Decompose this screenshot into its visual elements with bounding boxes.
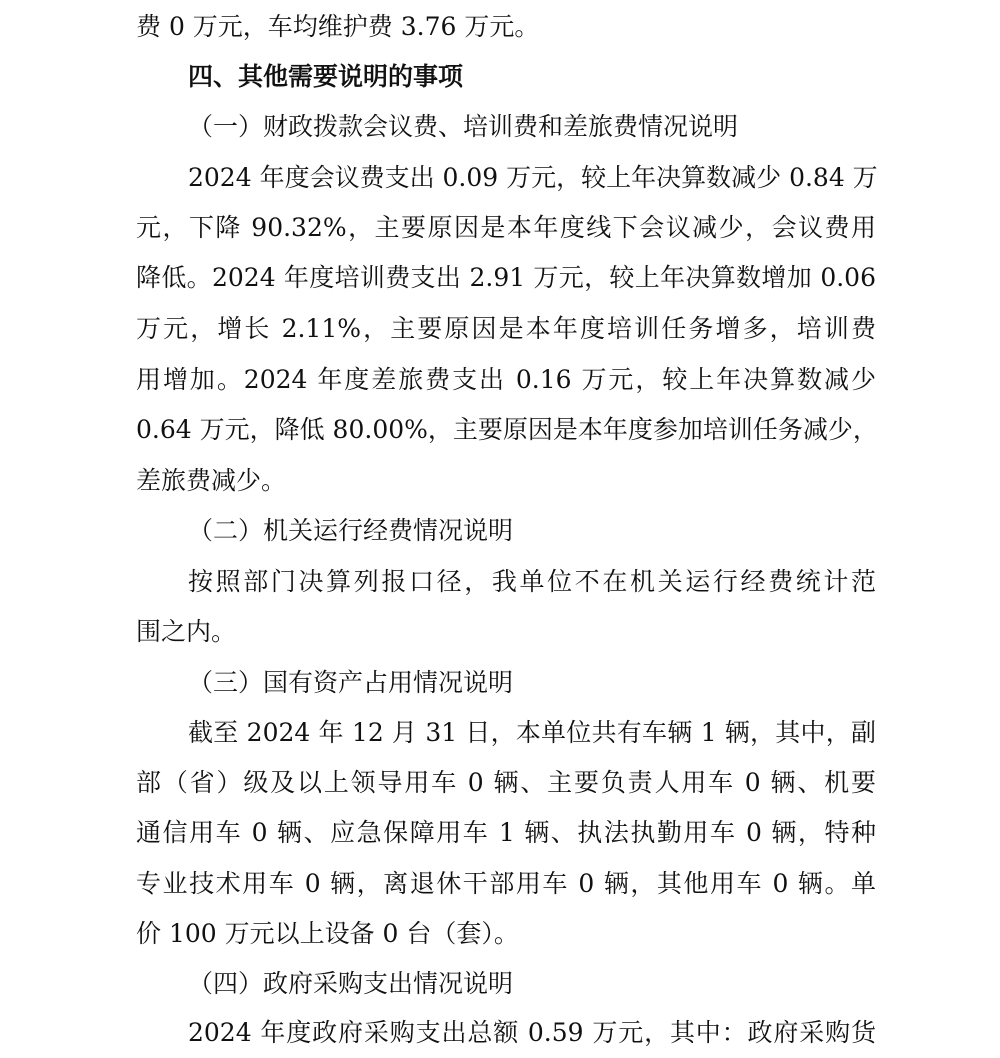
- paragraph-line: 专业技术用车 0 辆，离退休干部用车 0 辆，其他用车 0 辆。单: [136, 869, 876, 898]
- paragraph-line: 部（省）级及以上领导用车 0 辆、主要负责人用车 0 辆、机要: [136, 768, 876, 797]
- paragraph-line: 通信用车 0 辆、应急保障用车 1 辆、执法执勤用车 0 辆，特种: [136, 818, 876, 847]
- paragraph-line: 0.64 万元，降低 80.00%，主要原因是本年度参加培训任务减少，: [136, 415, 878, 444]
- subsection-heading-3: （三）国有资产占用情况说明: [188, 668, 514, 697]
- paragraph-line: 截至 2024 年 12 月 31 日，本单位共有车辆 1 辆，其中，副: [188, 718, 876, 747]
- paragraph-line: 2024 年度会议费支出 0.09 万元，较上年决算数减少 0.84 万: [188, 163, 878, 192]
- paragraph-line: 元，下降 90.32%，主要原因是本年度线下会议减少，会议费用: [136, 213, 876, 242]
- paragraph-line: 降低。2024 年度培训费支出 2.91 万元，较上年决算数增加 0.06: [136, 263, 876, 292]
- subsection-heading-1: （一）财政拨款会议费、培训费和差旅费情况说明: [188, 112, 739, 141]
- intro-line: 费 0 万元，车均维护费 3.76 万元。: [136, 12, 540, 41]
- subsection-heading-2: （二）机关运行经费情况说明: [188, 516, 514, 545]
- paragraph-line: 差旅费减少。: [136, 466, 287, 495]
- paragraph-line: 万元，增长 2.11%，主要原因是本年度培训任务增多，培训费: [136, 314, 876, 343]
- section-heading: 四、其他需要说明的事项: [188, 62, 464, 91]
- paragraph-line: 按照部门决算列报口径，我单位不在机关运行经费统计范: [188, 567, 876, 596]
- paragraph-line: 2024 年度政府采购支出总额 0.59 万元，其中：政府采购货: [188, 1018, 876, 1047]
- paragraph-line: 价 100 万元以上设备 0 台（套）。: [136, 919, 519, 948]
- subsection-heading-4: （四）政府采购支出情况说明: [188, 969, 514, 998]
- paragraph-line: 围之内。: [136, 617, 237, 646]
- paragraph-line: 用增加。2024 年度差旅费支出 0.16 万元，较上年决算数减少: [136, 365, 876, 394]
